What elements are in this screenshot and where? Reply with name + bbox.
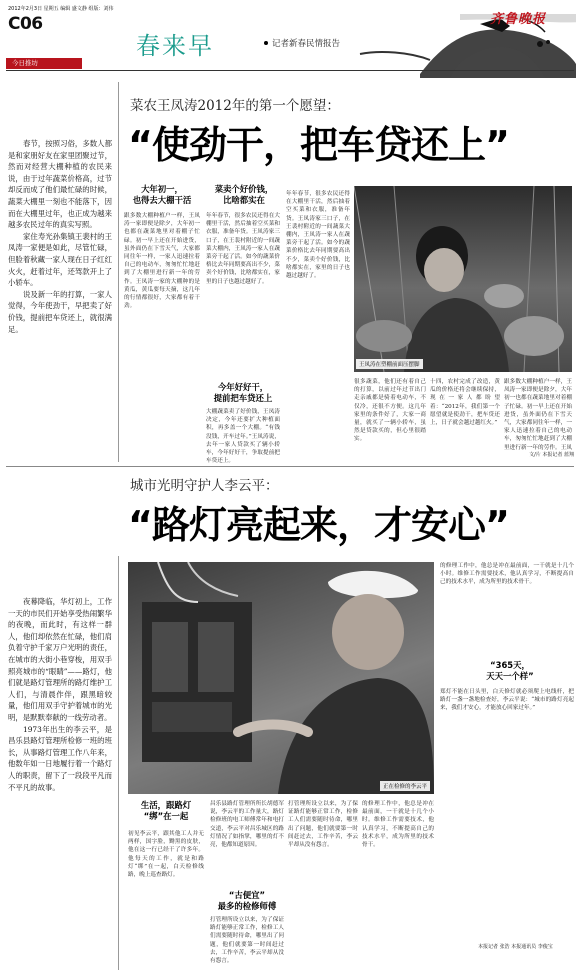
story1-intro: 春节，按照习俗，多数人都是和家朋好友在家里团聚过节，然而对经营大棚种植的农民来说，由于过年蔬菜价格高，过节却反而成了他们最忙碌的时候，蔬菜大棚里一刻也不能落下，因而在大棚里过年，也正成为越来越多农民过年的真实写照。 家住寿光孙集镇王裴村的王凤涛一家便是如此，尽管忙碌，但脸着秋藏一家人现在日子红红火火，赶着过年，还驾款开上了小轿车。 说及新一年的打算，一家人觉得，今年使劲干，早把卖了好价钱，提前把车贷还上，就很满足。 <box>8 139 112 334</box>
story2-photo <box>128 562 434 794</box>
story1-photo-caption: 王凤涛在塑棚前面压摆脚 <box>356 359 423 369</box>
story1-col-2b: 年年春节，很多农民还得在大棚里干活，然后抽着空买菜和衣服，准备年货。王凤涛家三口子，在王裴村附近的一间蔬菜大棚内，王凤涛一家人在蔬菜旁干起了活。如今的蔬菜价格比去年同期要高出不少，菜卖个好价钱，比啥都实在，家里的日子也越过越好了。 <box>286 191 350 280</box>
story1-headline: “使劲干，把车贷还上” <box>128 123 509 167</box>
story1-col-4: 很多蔬菜，他们还有着自己的打算，以前过年过节出门走亲戚都是骑着电动车，不仅冷，还很不方便。这几年家里的条件好了，大家一商量，就买了一辆小轿车，虽然是贷款买的，但心里很踏实。 <box>354 379 426 443</box>
column-title: 春来早 <box>136 32 214 60</box>
story1-divider <box>118 82 119 462</box>
story1-col-1: 跟多数大棚种植户一样，王凤涛一家即便是除夕，大年初一也都在蔬菜地里对着棚子忙碌。初一早上还在开始进货，虽外面仍在下雪天气，大家都同往年一样，一家人迅速拉着自己的电动车，匆匆忙忙地赶到了大棚里进行新一年的劳作。王凤涛一家的大棚种的是黄瓜，黄瓜要每天摘，这几年的行情都很好，大家都有着干劲。 <box>124 213 200 310</box>
story2-kicker: 城市光明守护人李云平： <box>130 478 279 494</box>
story1-subhead-3: 今年好好干， 提前把车贷还上 <box>213 382 273 403</box>
story2-subhead-3: “365天， 天天一个样” <box>486 660 534 681</box>
date-line: 2012年2月3日 星期五 编辑 盛文静 组版：刘伟 <box>8 6 114 12</box>
story2-col-2b: 打管理所设立以来，为了保证路灯能够正常工作，检修工人们需要随时待命，哪里出了问题，他们就要第一时间赶过去，工作辛苦，李云平却从没有怨言。 <box>210 917 284 965</box>
column-subtitle: 记者新春民情报告 <box>272 39 341 49</box>
story2-subhead-2: “古便宜” 最多的检修师傅 <box>217 890 277 911</box>
story2-col-5: 郑灯不能在日头里，白天修灯就必须爬上电线杆，把路灯一盏一盏地检查好，李云平说：“城市的路灯亮起来，我们才安心，才能放心回家过年。” <box>440 689 574 712</box>
story1-subhead-2: 菜卖个好价钱， 比啥都实在 <box>214 184 274 205</box>
story2-divider <box>118 556 119 970</box>
header-rule <box>6 70 574 71</box>
section-tag: 今日推坊 <box>6 58 82 69</box>
story1-col-2: 年年春节，很多农民还得在大棚里干活，然后抽着空买菜和衣服，准备年货。王凤涛家三口子，在王裴村附近的一间蔬菜大棚内，王凤涛一家人在蔬菜旁干起了活。如今的蔬菜价格比去年同期要高出不少，菜卖个好价钱，比啥都实在，家里的日子也越过越好了。 <box>206 213 280 285</box>
story1-col-3: 大棚蔬菜卖了好价钱，王凤涛决定，今年还要扩大种植面积，再多盖一个大棚。“有钱没钱，开车过年。”王凤涛说，去年一家人贷款买了辆小轿车，今年好好干，争取提前把车贷还上。 <box>206 409 280 464</box>
story-separator <box>6 466 574 467</box>
story1-kicker: 菜农王凤涛2012年的第一个愿望： <box>130 98 340 114</box>
title-dot <box>264 41 268 45</box>
story2-col-1: 初见李云平，跟其他工人并无两样，国字脸，黝黑的皮肤，他在这一行已经干了许多年。他每天的工作，就是和路灯“绑”在一起，白天检修线路，晚上巡查路灯。 <box>128 831 204 879</box>
story1-byline: 文/片 本报记者 蓝翔 <box>529 452 574 458</box>
story2-photo-caption: 正在检修的李云平 <box>380 781 430 791</box>
story1-col-6: 跟多数大棚种植户一样，王凤涛一家即便是除夕，大年初一也都在蔬菜地里对着棚子忙碌。初一早上还在开始进货，虽外面仍在下雪天气，大家都同往年一样，一家人迅速拉着自己的电动车，匆匆忙忙地赶到了大棚里进行新一年的劳作。王凤 <box>504 379 572 450</box>
story2-col-4: 的修理工作中，他总是冲在最前面，一干就是十几个小时。维修工作需要技术，他认真学习，不断提高自己的技术水平，成为所里的技术骨干。 <box>440 563 574 586</box>
story2-intro: 夜幕降临，华灯初上，工作一天的市民们开始享受热闹繁华的夜晚，而此时，有这样一群人，他们却依然在忙碌，他们肩负着守护千家万户光明的责任，在城市的大街小巷穿梭，用双手照亮城市的“眼睛”——路灯，他们就是路灯管理所的路灯维护工人们，与清晨作伴，跟黑暗较量，他们用双手守护着城市的光明，是默默奉献的一线劳动者。 1973年出生的李云平，是昌乐县路灯管理所检修一班的班长，从事路灯管理工作八年来，他数年如一日地履行着一个路灯人的职责，留下了一段段平凡而不平凡的故事。 <box>8 597 112 792</box>
story1-subhead-1: 大年初一， 也得去大棚干活 <box>132 184 192 205</box>
story1-col-5: 十四，农村完成了改造，黄瓜的价格还将会继续保持，现在一家人都盼望着：“2012年，我们第一个愿望就是使劲干，把车贷还上，日子就会越过越红火。” <box>430 379 500 427</box>
story1-photo <box>354 186 572 372</box>
story2-col-3: 打管理所设立以来，为了保证路灯能够正常工作，检修工人们需要随时待命，哪里出了问题，他们就要第一时间赶过去，工作辛苦，李云平却从没有怨言。 <box>288 801 358 849</box>
story2-byline: 本报记者 张浩 本报通讯员 李俊宝 <box>478 944 553 950</box>
story2-subhead-1: 生活，跟路灯 “绑”在一起 <box>140 800 192 821</box>
story2-headline: “路灯亮起来，才安心” <box>128 503 509 547</box>
story2-col-2: 昌乐县路灯管理所所长胡德军说，李云平的工作量大，路灯检修班的电工师傅常年和电打交道，李云平对昌乐城区的路灯情况了如指掌，哪里的灯不亮，他都知道原因。 <box>210 801 284 849</box>
page-number: C06 <box>8 14 43 34</box>
story2-col-3b: 的修理工作中，他总是冲在最前面，一干就是十几个小时。维修工作需要技术，他认真学习，不断提高自己的技术水平，成为所里的技术骨干。 <box>362 801 434 849</box>
newspaper-logo: 齐鲁晚报 <box>490 12 547 27</box>
